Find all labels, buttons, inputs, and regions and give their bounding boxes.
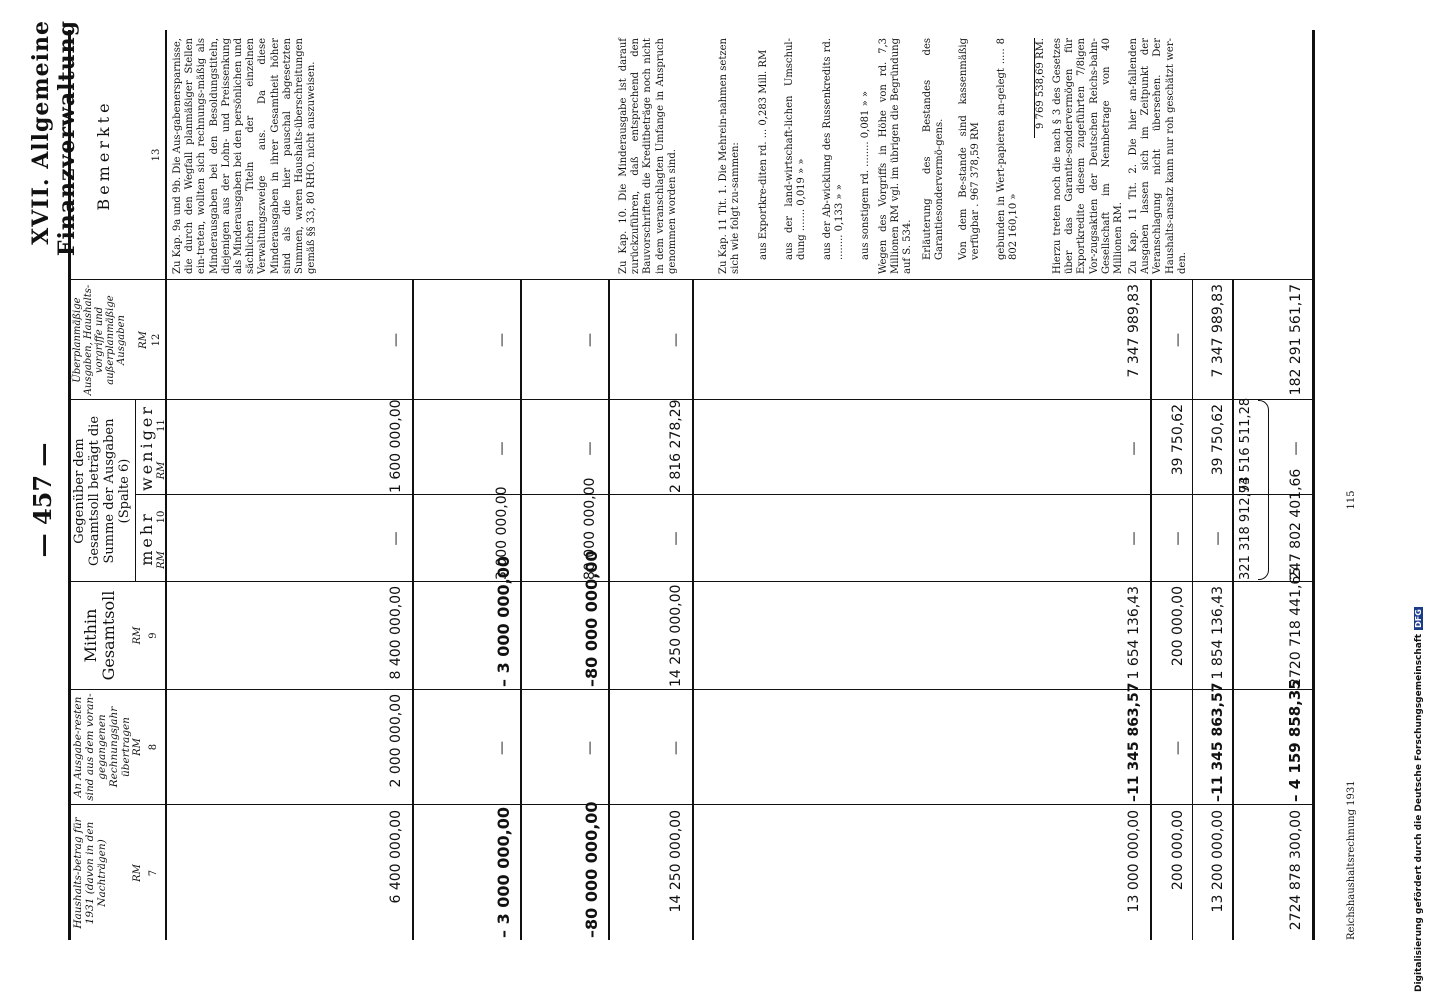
total-c11: — bbox=[1288, 441, 1304, 456]
col12-unit: RM bbox=[138, 331, 149, 349]
col8-header: An Ausgabe-resten sind aus dem voran-gegangenen Rechnungsjahr übertragen bbox=[72, 693, 132, 801]
cell-r2-c11: — bbox=[582, 441, 598, 456]
cell-r3-c10: — bbox=[668, 531, 684, 546]
cell-r5-c7: 200 000,00 bbox=[1170, 810, 1186, 891]
remark-other: aus sonstigem rd. ........ 0,081 » » bbox=[860, 90, 871, 260]
cell-r6-c7: 13 200 000,00 bbox=[1210, 810, 1226, 913]
comparison-group-header: Gegenüber dem Gesamtsoll beträgt die Summe der Ausgaben (Spalte 6) bbox=[72, 415, 132, 567]
col10-header: mehr bbox=[137, 511, 156, 566]
cell-r1-c8: — bbox=[494, 741, 510, 755]
col9-header: Mithin Gesamtsoll bbox=[81, 590, 118, 681]
col8-number: 8 bbox=[148, 743, 159, 751]
col11-header: weniger bbox=[137, 404, 156, 491]
total-c10: 247 802 401,66 bbox=[1288, 468, 1304, 580]
cell-r5-c9: 200 000,00 bbox=[1170, 586, 1186, 667]
cell-r3-c7: 14 250 000,00 bbox=[668, 810, 684, 913]
cell-r0-c10: — bbox=[388, 531, 404, 546]
cell-r6-c11: 39 750,62 bbox=[1210, 404, 1226, 476]
footer-left: Reichshaushaltsrechnung 1931 bbox=[1346, 780, 1357, 940]
cell-r6-c10: — bbox=[1210, 531, 1226, 546]
col10-number: 10 bbox=[156, 510, 167, 524]
remark-sum: 9 769 538,69 RM. bbox=[1034, 38, 1047, 138]
row-rule-2 bbox=[520, 280, 522, 940]
cell-r0-c8: 2 000 000,00 bbox=[388, 694, 404, 788]
footer-page: 115 bbox=[1346, 490, 1357, 510]
subtotal-c10: 321 318 912,94 bbox=[1238, 476, 1253, 580]
cell-r5-c8: — bbox=[1170, 741, 1186, 755]
cell-r1-c11: — bbox=[494, 441, 510, 456]
cell-r2-c7: –80 000 000,00 bbox=[582, 801, 601, 938]
remark-advance: Wegen des Vorgriffs in Höhe von rd. 7,3 Millionen RM vgl. im übrigen die Begründung auf S. 534. bbox=[878, 38, 914, 274]
cell-r4-c11: — bbox=[1126, 441, 1142, 456]
cell-r0-c9: 8 400 000,00 bbox=[388, 586, 404, 680]
col12-header: Überplanmäßige Ausgaben, Haushalts-vorgriffe und außerplanmäßige Ausgaben bbox=[72, 284, 127, 396]
cell-r3-c12: — bbox=[668, 333, 684, 347]
col13-header: Bemerkte bbox=[94, 99, 113, 211]
digitization-text: Digitalisierung gefördert durch die Deutsche Forschungsgemeinschaft bbox=[1414, 633, 1424, 992]
col11-number: 11 bbox=[156, 419, 167, 432]
cell-r2-c10: 80 000 000,00 bbox=[582, 477, 598, 580]
total-c8: – 4 159 858,35 bbox=[1286, 679, 1304, 802]
cell-r1-c12: — bbox=[494, 333, 510, 347]
row-rule-4 bbox=[692, 280, 694, 940]
cell-r1-c10: 3 000 000,00 bbox=[494, 486, 510, 580]
cell-r0-c7: 6 400 000,00 bbox=[388, 810, 404, 904]
cell-r5-c10: — bbox=[1170, 531, 1186, 546]
cell-r3-c11: 2 816 278,29 bbox=[668, 399, 684, 493]
remark-agricultural: aus der land-wirtschaft-lichen Umschul-dung ....... 0,019 » » bbox=[784, 38, 808, 260]
row-rule-6 bbox=[1192, 280, 1193, 940]
col-line-5 bbox=[68, 399, 1312, 400]
table-bottom-rule bbox=[1312, 30, 1315, 940]
col12-number: 12 bbox=[151, 333, 162, 347]
col8-unit: RM bbox=[132, 738, 143, 756]
digitization-note bbox=[1414, 0, 1424, 1000]
row-rule-7 bbox=[1232, 280, 1234, 940]
col-line-1 bbox=[68, 804, 1312, 805]
row-rule-5 bbox=[1150, 280, 1152, 940]
remark-export-credits: aus Exportkre-diten rd. ... 0,283 Mill. RM bbox=[758, 49, 769, 260]
col7-unit: RM bbox=[132, 864, 143, 882]
cell-r6-c8: –11 345 863,57 bbox=[1210, 682, 1226, 802]
cell-r2-c12: — bbox=[582, 333, 598, 347]
col9-number: 9 bbox=[148, 632, 159, 639]
dfg-badge: DFG bbox=[1414, 609, 1423, 628]
row-rule-3 bbox=[608, 280, 610, 940]
cell-r1-c9: – 3 000 000,00 bbox=[494, 556, 513, 687]
col-line-3 bbox=[68, 581, 1312, 582]
cell-r5-c11: 39 750,62 bbox=[1170, 404, 1186, 476]
cell-r4-c10: — bbox=[1126, 531, 1142, 546]
col9-unit: RM bbox=[132, 626, 143, 645]
section-title: XVII. Allgemeine Finanzverwaltung bbox=[28, 20, 80, 257]
remark-cash-available: Von dem Be-stande sind kassenmäßig verfügbar . 967 378,59 RM bbox=[958, 38, 982, 260]
row-rule-1 bbox=[412, 280, 414, 940]
total-c12: 182 291 561,17 bbox=[1288, 284, 1304, 396]
cell-r4-c7: 13 000 000,00 bbox=[1126, 810, 1142, 913]
cell-r6-c12: 7 347 989,83 bbox=[1210, 284, 1226, 378]
remark-kap-11-tit-1: Zu Kap. 11 Tit. 1. Die Mehrein-nahmen setzen sich wie folgt zu-sammen: bbox=[718, 38, 742, 274]
total-c7: 2724 878 300,00 bbox=[1288, 810, 1304, 931]
col7-number: 7 bbox=[148, 869, 159, 877]
cell-r0-c12: — bbox=[388, 333, 404, 347]
cell-r0-c11: 1 600 000,00 bbox=[388, 399, 404, 493]
remark-guarantee-heading: Erläuterung des Bestandes des Garantiesondervermö-gens. bbox=[922, 38, 946, 260]
cell-r4-c9: 1 654 136,43 bbox=[1126, 586, 1142, 680]
col11-unit: RM bbox=[156, 461, 167, 480]
cell-r6-c9: 1 854 136,43 bbox=[1210, 586, 1226, 680]
cell-r1-c7: – 3 000 000,00 bbox=[494, 807, 513, 938]
cell-r5-c12: — bbox=[1170, 333, 1186, 347]
total-c9: 2720 718 441,65 bbox=[1288, 566, 1304, 687]
remark-securities: gebunden in Wert-papieren an-gelegt ..... 8 802 160,10 » bbox=[996, 38, 1020, 260]
remark-kap-9: Zu Kap. 9a und 9b. Die Aus-gabenersparnisse, die durch den Wegfall planmäßiger Stellen ein-treten, wollten sich rechnungs-mäßig als Minderausgaben bei den Besoldungstiteln, diejenigen aus der Lohn- und Preissenkung als Minderausgaben bei den persönlichen und sächlichen Titeln der einzelnen Verwaltungszweige aus. Da diese Minderausgaben in ihrer Gesamtheit höher sind als die hier pauschal abgesetzten Summen, waren Haushalts-überschreitungen gemäß §§ 33, 80 RHO. nicht auszuweisen. bbox=[172, 38, 318, 274]
col10-unit: RM bbox=[156, 551, 167, 569]
cell-r3-c8: — bbox=[668, 741, 684, 755]
cell-r4-c8: –11 345 863,57 bbox=[1126, 682, 1142, 802]
group-sub-rule bbox=[135, 400, 136, 582]
remark-kap-10: Zu Kap. 10. Die Minderausgabe ist darauf zurückzuführen, daß entsprechend den Bauvorschriften die Kreditbeträge noch nicht in dem veranschlagten Umfange in Anspruch genommen worden sind. bbox=[618, 38, 678, 274]
cell-r4-c12: 7 347 989,83 bbox=[1126, 284, 1142, 378]
subtotal-brace bbox=[1258, 400, 1269, 580]
cell-r2-c8: — bbox=[582, 741, 598, 755]
col7-header: Haushalts-betrag für 1931 (davon in den Nachträgen) bbox=[72, 817, 108, 929]
cell-r3-c9: 14 250 000,00 bbox=[668, 584, 684, 687]
page-number: — 457 — bbox=[28, 442, 57, 558]
col13-number: 13 bbox=[151, 148, 162, 162]
col-line-6 bbox=[68, 279, 1312, 280]
cell-r2-c9: –80 000 000,00 bbox=[582, 550, 601, 687]
subtotal-c11: 73 516 511,28 bbox=[1238, 397, 1253, 493]
remark-preference-shares: Hierzu treten noch die nach § 3 des Gesetzes über das Garantie-sondervermögen für Exportkredite diesem zugeführten 7/8igen Vor-zugsaktien der Deutschen Reichs-bahn-Gesellschaft im Nennbetrage von 40 Millionen RM. bbox=[1052, 38, 1125, 274]
remark-russian-credit: aus der Ab-wicklung des Russenkredits rd. ........ 0,133 » » bbox=[822, 38, 846, 260]
remark-kap-11-tit-2: Zu Kap. 11 Tit. 2. Die hier an-fallenden Ausgaben lassen sich im Zeitpunkt der Veranschlagung nicht übersehen. Der Haushalts-ansatz kann nur roh geschätzt wer-den. bbox=[1128, 38, 1188, 274]
col-line-4 bbox=[135, 494, 1312, 495]
